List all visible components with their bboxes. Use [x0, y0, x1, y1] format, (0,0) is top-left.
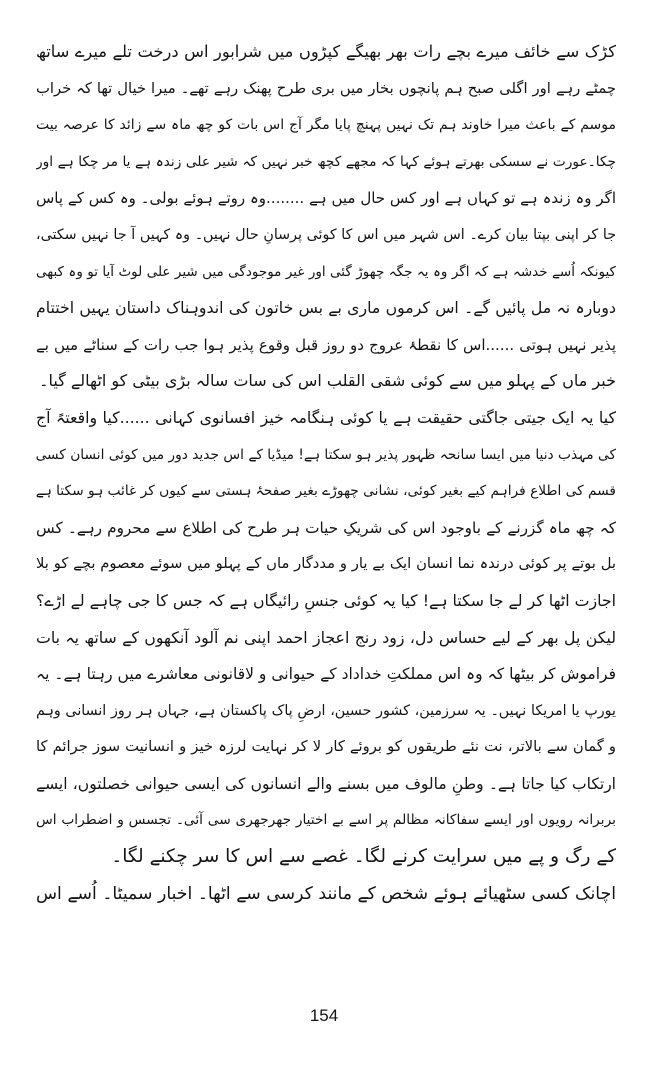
text-line: کے رگ و پے میں سرایت کرنے لگا۔ غصے سے اس کا سر چکنے لگا۔ — [111, 846, 616, 868]
text-line: قسم کی اطلاع فراہم کیے بغیر کوئی، نشانی چھوڑے بغیر صفحۂ ہستی سے کیوں کر غائب ہو سکتا ہے — [36, 483, 616, 500]
text-line: کڑک سے خائف میرے بچے رات بھر بھیگے کپڑوں میں شرابور اس درخت تلے میرے ساتھ — [36, 42, 616, 61]
page-number: 154 — [309, 1006, 339, 1025]
text-line: فراموش کر بیٹھا کہ وہ اس مملکتِ خداداد کے حیوانی و لاقانونی معاشرے میں رہتا ہے۔ یہ — [36, 665, 616, 684]
text-line: کیا یہ ایک جیتی جاگتی حقیقت ہے یا کوئی ہنگامہ خیز افسانوی کہانی ......کیا واقعتہً آج — [36, 407, 616, 427]
text-line: جا کر اپنی بپتا بیان کرے۔ اس شہر میں اس کا کوئی پرسانِ حال نہیں۔ وہ کہیں آ جا نہیں سکتی، — [36, 226, 616, 243]
body-text — [36, 34, 616, 912]
text-line: کی مہذب دنیا میں ایسا سانحہ ظہور پذیر ہو سکتا ہے! میڈیا کے اس جدید دور میں کوئی انسان کسی — [36, 446, 616, 463]
text-line: کہ چھ ماہ گزرنے کے باوجود اس کی شریکِ حیات ہر طرح کی اطلاع سے محروم رہے۔ کس — [36, 518, 616, 537]
text-line: چکا۔عورت نے سسکی بھرتے ہوئے کہا کہ مجھے کچھ خبر نہیں کہ شیر علی زندہ ہے یا مر چکا ہے اور — [36, 153, 616, 170]
text-line: بربرانہ رویوں اور ایسے سفاکانہ مظالم پر اسے بے اختیار جھرجھری سی آئی۔ تجسس و اضطراب اس — [36, 812, 616, 829]
text-line: یورپ یا امریکا نہیں۔ یہ سرزمین، کشور حسین، ارضِ پاک پاکستان ہے، جہاں ہر روز انسانی وہم — [36, 702, 616, 719]
text-line: کیونکہ اُسے خدشہ ہے کہ اگر وہ یہ جگہ چھوڑ گئی اور غیر موجودگی میں شیر علی لوٹ آیا تو وہ کبھی — [36, 263, 616, 280]
text-line: خبر ماں کے پہلو میں سے کوئی شقی القلب اس کی سات سالہ بڑی بیٹی کو اٹھالے گیا۔ — [39, 371, 616, 391]
text-line: اگر وہ زندہ ہے تو کہاں ہے اور کس حال میں ہے ........وہ روتے ہوئے بولی۔ وہ کس کے پاس — [36, 189, 616, 208]
text-line: اجازت اٹھا کر لے جا سکتا ہے! کیا یہ کوئی جنسِ رائیگاں ہے کہ جس کا جی چاہے لے اڑے؟ — [36, 590, 616, 610]
text-line: ارتکاب کیا جاتا ہے۔ وطنِ مالوف میں بسنے والے انسانوں کی ایسی حیوانی خصلتوں، ایسے — [36, 774, 616, 793]
text-line: و گمان سے بالاتر، نت نئے طریقوں کو بروئے کار لا کر نہایت لرزہ خیز و انسانیت سوز جرائم کا — [36, 738, 616, 756]
text-line: پذیر نہیں ہوتی ......اس کا نقطۂ عروج دو روز قبل وقوع پذیر ہوا جب رات کے سناٹے میں بے — [36, 335, 616, 354]
text-line: اچانک کسی سٹھیائے ہوئے شخص کے مانند کرسی سے اٹھا۔ اخبار سمیٹا۔ اُسے اس — [36, 883, 616, 904]
text-line: لیکن پل بھر کے لیے حساس دل، زود رنج اعجاز احمد اپنی نم آلود آنکھوں کے ساتھ یہ بات — [36, 627, 616, 647]
text-line: موسم کے باعث میرا خاوند ہم تک نہیں پہنچ پایا مگر آج اس بات کو چھ ماہ سے زائد کا عرصہ بیت — [36, 117, 616, 134]
text-line: دوبارہ نہ مل پائیں گے۔ اس کرموں ماری بے بس خاتون کی اندوہناک داستان یہیں اختتام — [36, 298, 616, 318]
text-line: چمٹے رہے اور اگلی صبح ہم پانچوں بخار میں بری طرح پھنک رہے تھے۔ میرا خیال تھا کہ خراب — [36, 79, 616, 97]
text-line: بل بوتے پر کوئی درندہ نما انسان ایک بے یار و مددگار ماں کے پہلو میں سوئے معصوم بچے کو بلا — [36, 555, 616, 573]
